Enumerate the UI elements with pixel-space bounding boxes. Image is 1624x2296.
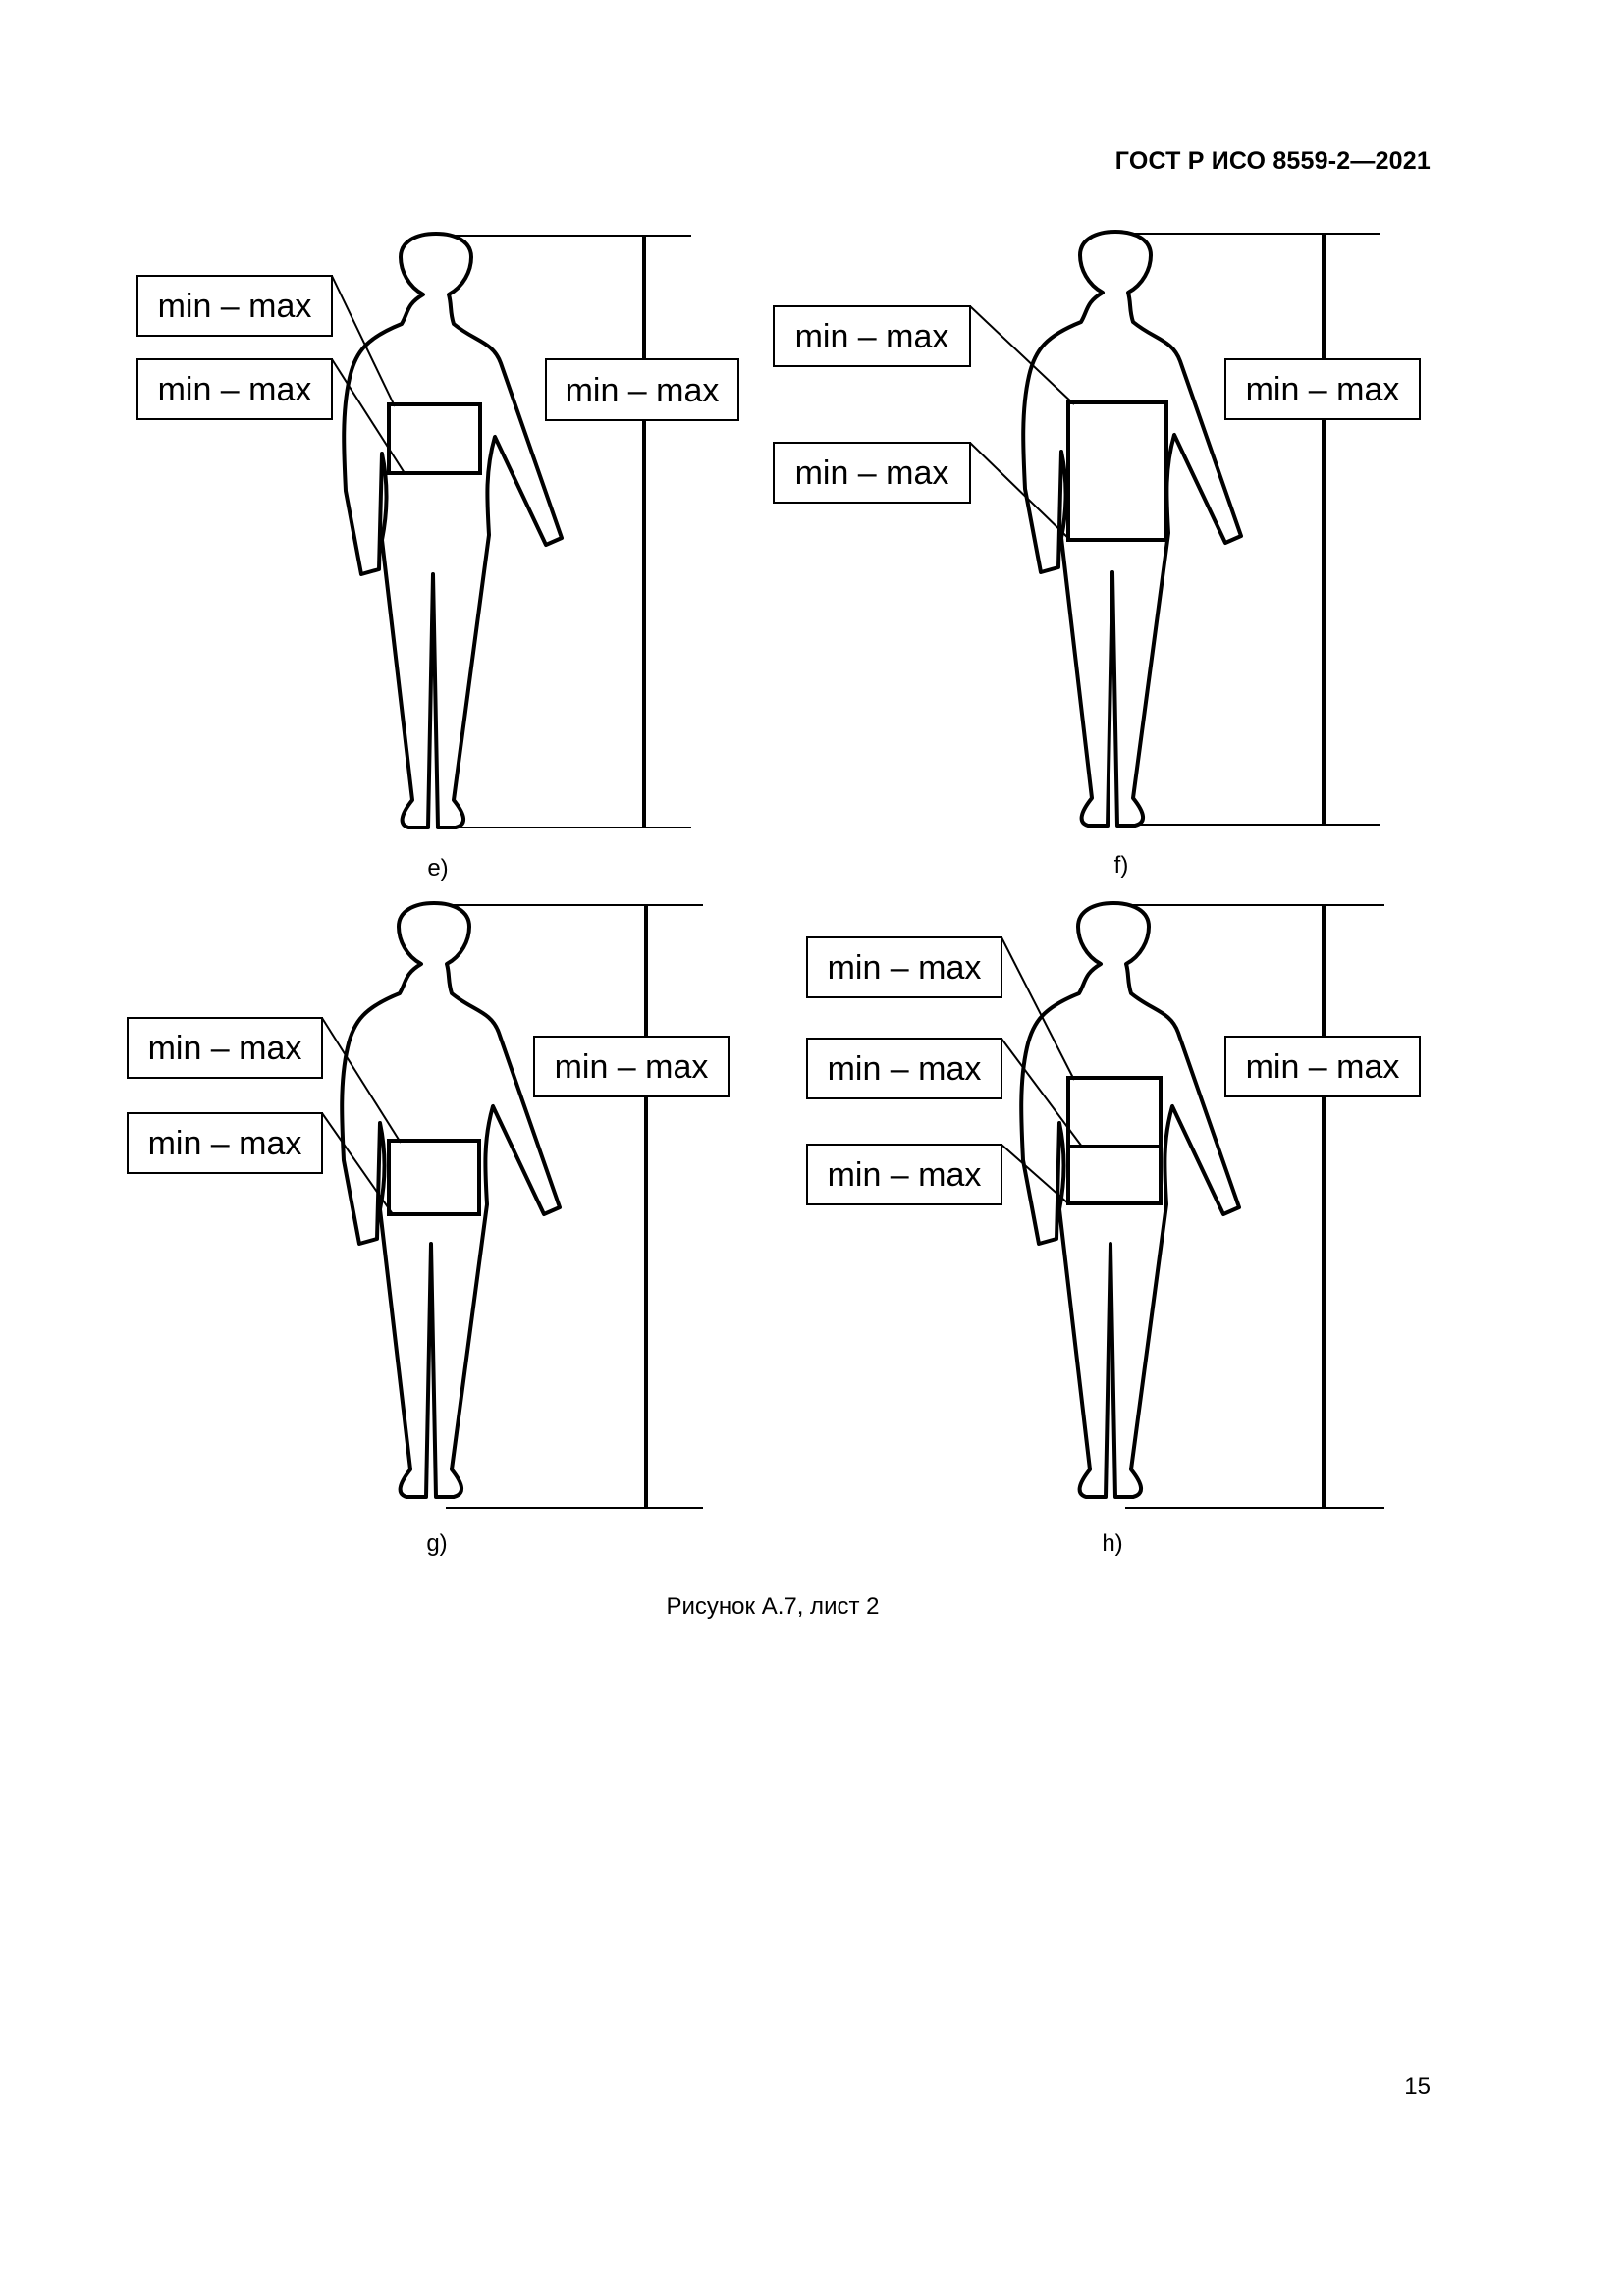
figure-e bbox=[137, 234, 738, 881]
label-g-height: min – max bbox=[554, 1048, 709, 1086]
figure-f bbox=[774, 232, 1420, 879]
body-silhouette-e bbox=[344, 234, 562, 828]
band-h-2 bbox=[1068, 1147, 1161, 1203]
figure-h bbox=[807, 903, 1420, 1557]
label-h-1: min – max bbox=[827, 949, 982, 987]
label-e-1: min – max bbox=[157, 288, 312, 325]
figure-g bbox=[128, 903, 729, 1557]
label-e-height: min – max bbox=[565, 372, 720, 409]
label-g-2: min – max bbox=[147, 1125, 302, 1162]
label-f-1: min – max bbox=[794, 318, 949, 355]
label-h-3: min – max bbox=[827, 1156, 982, 1194]
document-header: ГОСТ Р ИСО 8559-2—2021 bbox=[1114, 147, 1431, 175]
sublabel-f: f) bbox=[1113, 852, 1129, 879]
band-e bbox=[389, 404, 480, 473]
page-number: 15 bbox=[1404, 2073, 1431, 2100]
body-silhouette-f bbox=[1023, 232, 1241, 826]
body-silhouette-h bbox=[1021, 903, 1239, 1497]
band-g bbox=[389, 1141, 479, 1214]
sublabel-g: g) bbox=[426, 1530, 448, 1557]
sublabel-e: e) bbox=[427, 855, 449, 881]
label-f-height: min – max bbox=[1245, 371, 1400, 408]
label-h-2: min – max bbox=[827, 1050, 982, 1088]
label-h-height: min – max bbox=[1245, 1048, 1400, 1086]
label-e-2: min – max bbox=[157, 371, 312, 408]
label-g-1: min – max bbox=[147, 1030, 302, 1067]
label-f-2: min – max bbox=[794, 454, 949, 492]
band-f bbox=[1068, 402, 1166, 540]
band-h-1 bbox=[1068, 1078, 1161, 1147]
figure-caption: Рисунок А.7, лист 2 bbox=[666, 1593, 880, 1620]
sublabel-h: h) bbox=[1102, 1530, 1123, 1557]
body-silhouette-g bbox=[342, 903, 560, 1497]
